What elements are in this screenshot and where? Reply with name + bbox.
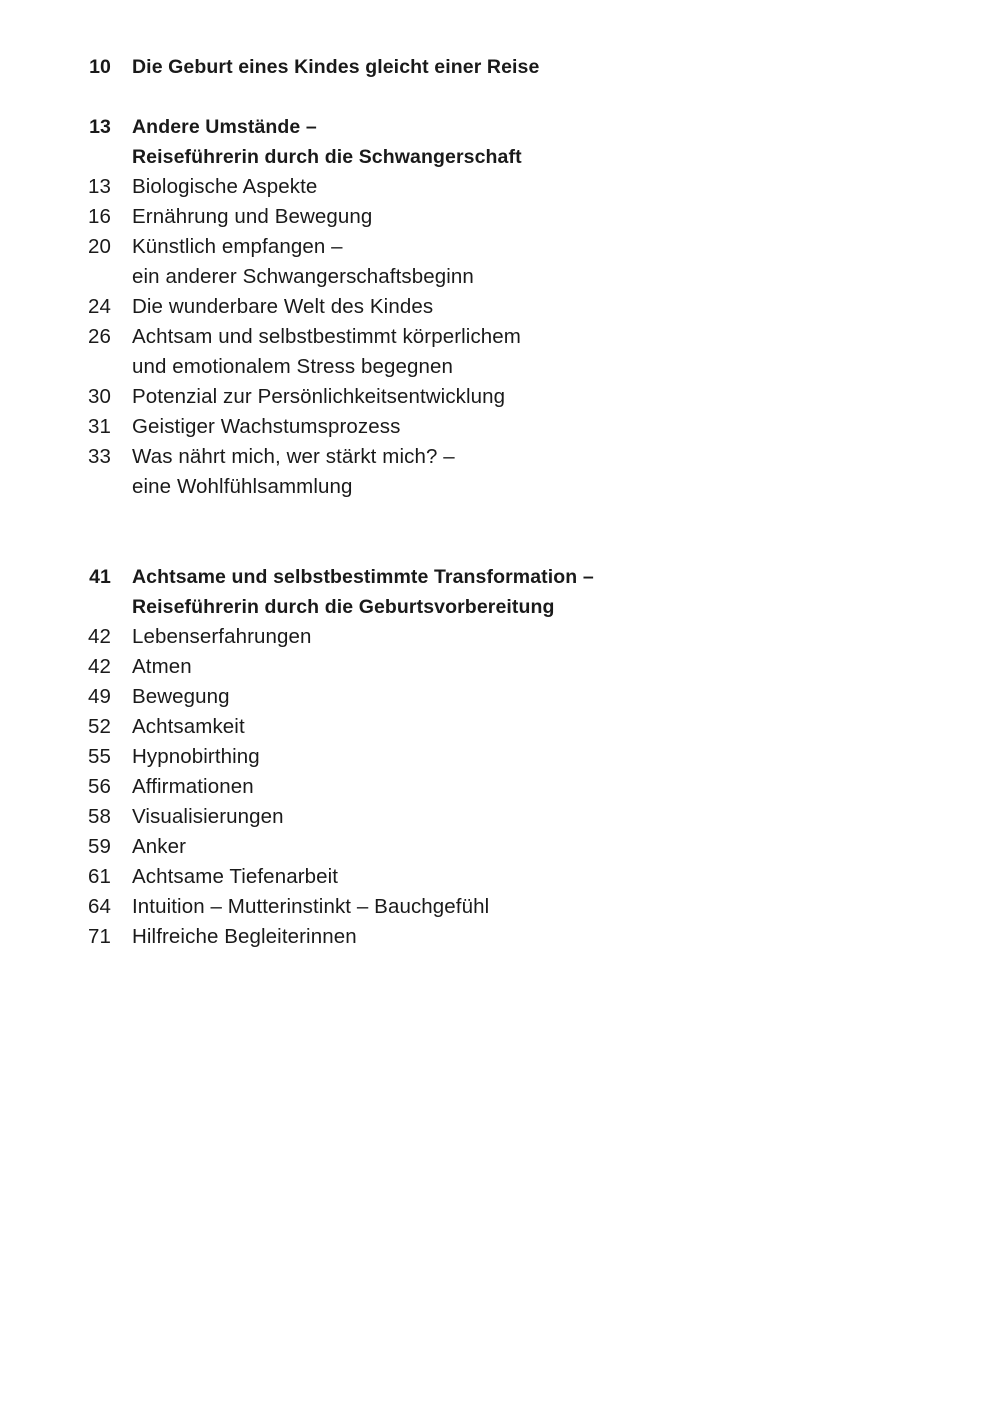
toc-entry xyxy=(0,622,1000,652)
toc-row xyxy=(0,892,1000,922)
toc-row xyxy=(0,382,1000,412)
entry-title: Atmen xyxy=(132,655,192,678)
toc-row xyxy=(0,112,1000,142)
page-number: 49 xyxy=(87,685,111,708)
page-number: 42 xyxy=(87,655,111,678)
toc-entry xyxy=(0,172,1000,202)
toc-row xyxy=(0,172,1000,202)
page-number: 55 xyxy=(87,745,111,768)
page-number: 13 xyxy=(89,116,111,138)
page-number: 20 xyxy=(87,235,111,258)
page-number: 24 xyxy=(87,295,111,318)
page-number: 64 xyxy=(87,895,111,918)
toc-entry xyxy=(0,652,1000,682)
section-spacer xyxy=(0,502,1000,562)
section-spacer xyxy=(0,82,1000,112)
toc-row xyxy=(0,682,1000,712)
toc-row xyxy=(0,712,1000,742)
entry-title: Bewegung xyxy=(132,685,230,708)
toc-row xyxy=(0,322,1000,352)
toc-row xyxy=(0,652,1000,682)
toc-entry xyxy=(0,232,1000,292)
entry-title: Geistiger Wachstumsprozess xyxy=(132,415,401,438)
entry-title: eine Wohlfühlsammlung xyxy=(132,475,353,498)
page-number: 26 xyxy=(87,325,111,348)
toc-entry xyxy=(0,292,1000,322)
toc-row xyxy=(0,742,1000,772)
toc-entry xyxy=(0,832,1000,862)
toc-row xyxy=(0,52,1000,82)
page-number: 61 xyxy=(87,865,111,888)
table-of-contents xyxy=(0,52,1000,952)
entry-title: Achtsame Tiefenarbeit xyxy=(132,865,339,888)
entry-title: Reiseführerin durch die Schwangerschaft xyxy=(132,146,522,168)
entry-title: Achtsame und selbstbestimmte Transformation – xyxy=(132,566,594,588)
toc-entry xyxy=(0,772,1000,802)
toc-row xyxy=(0,772,1000,802)
toc-entry xyxy=(0,742,1000,772)
page-number: 58 xyxy=(87,805,111,828)
toc-chapter-entry xyxy=(0,52,1000,82)
entry-title: Potenzial zur Persönlichkeitsentwicklung xyxy=(132,385,506,408)
toc-entry xyxy=(0,682,1000,712)
toc-row xyxy=(0,592,1000,622)
toc-row xyxy=(0,562,1000,592)
entry-title: Hilfreiche Begleiterinnen xyxy=(132,925,357,948)
entry-title: Intuition – Mutterinstinkt – Bauchgefühl xyxy=(132,895,490,918)
entry-title: Ernährung und Bewegung xyxy=(132,205,373,228)
page-number: 33 xyxy=(87,445,111,468)
entry-title: Reiseführerin durch die Geburtsvorbereitung xyxy=(132,596,555,618)
toc-row xyxy=(0,262,1000,292)
toc-entry xyxy=(0,922,1000,952)
toc-row xyxy=(0,862,1000,892)
page-number: 71 xyxy=(87,925,111,948)
toc-entry xyxy=(0,802,1000,832)
toc-entry xyxy=(0,442,1000,502)
toc-entry xyxy=(0,712,1000,742)
entry-title: Achtsamkeit xyxy=(132,715,245,738)
entry-title: Was nährt mich, wer stärkt mich? – xyxy=(132,445,455,468)
toc-row xyxy=(0,802,1000,832)
toc-row xyxy=(0,922,1000,952)
entry-title: Andere Umstände – xyxy=(132,116,317,138)
page-number: 30 xyxy=(87,385,111,408)
toc-section xyxy=(0,562,1000,952)
page-number: 52 xyxy=(87,715,111,738)
toc-row xyxy=(0,352,1000,382)
page-number: 13 xyxy=(87,175,111,198)
entry-title: Affirmationen xyxy=(132,775,254,798)
page-number: 10 xyxy=(89,56,111,78)
toc-row xyxy=(0,142,1000,172)
page-number: 41 xyxy=(89,566,111,588)
toc-row xyxy=(0,232,1000,262)
toc-section xyxy=(0,112,1000,502)
toc-row xyxy=(0,412,1000,442)
entry-title: Lebenserfahrungen xyxy=(132,625,312,648)
entry-title: Künstlich empfangen – xyxy=(132,235,343,258)
toc-row xyxy=(0,442,1000,472)
toc-row xyxy=(0,832,1000,862)
entry-title: Anker xyxy=(132,835,187,858)
toc-chapter-entry xyxy=(0,562,1000,622)
toc-entry xyxy=(0,862,1000,892)
entry-title: Visualisierungen xyxy=(132,805,284,828)
toc-section xyxy=(0,52,1000,82)
toc-chapter-entry xyxy=(0,112,1000,172)
toc-entry xyxy=(0,202,1000,232)
toc-entry xyxy=(0,892,1000,922)
entry-title: und emotionalem Stress begegnen xyxy=(132,355,454,378)
entry-title: Die wunderbare Welt des Kindes xyxy=(132,295,434,318)
entry-title: Hypnobirthing xyxy=(132,745,260,768)
entry-title: Biologische Aspekte xyxy=(132,175,318,198)
toc-row xyxy=(0,622,1000,652)
page-number: 16 xyxy=(87,205,111,228)
page-number: 31 xyxy=(87,415,111,438)
toc-entry xyxy=(0,382,1000,412)
entry-title: Die Geburt eines Kindes gleicht einer Reise xyxy=(132,56,540,78)
toc-row xyxy=(0,292,1000,322)
page-number: 42 xyxy=(87,625,111,648)
entry-title: ein anderer Schwangerschaftsbeginn xyxy=(132,265,474,288)
toc-row xyxy=(0,202,1000,232)
page-number: 56 xyxy=(87,775,111,798)
page-number: 59 xyxy=(87,835,111,858)
toc-row xyxy=(0,472,1000,502)
toc-entry xyxy=(0,322,1000,382)
toc-entry xyxy=(0,412,1000,442)
entry-title: Achtsam und selbstbestimmt körperlichem xyxy=(132,325,521,348)
